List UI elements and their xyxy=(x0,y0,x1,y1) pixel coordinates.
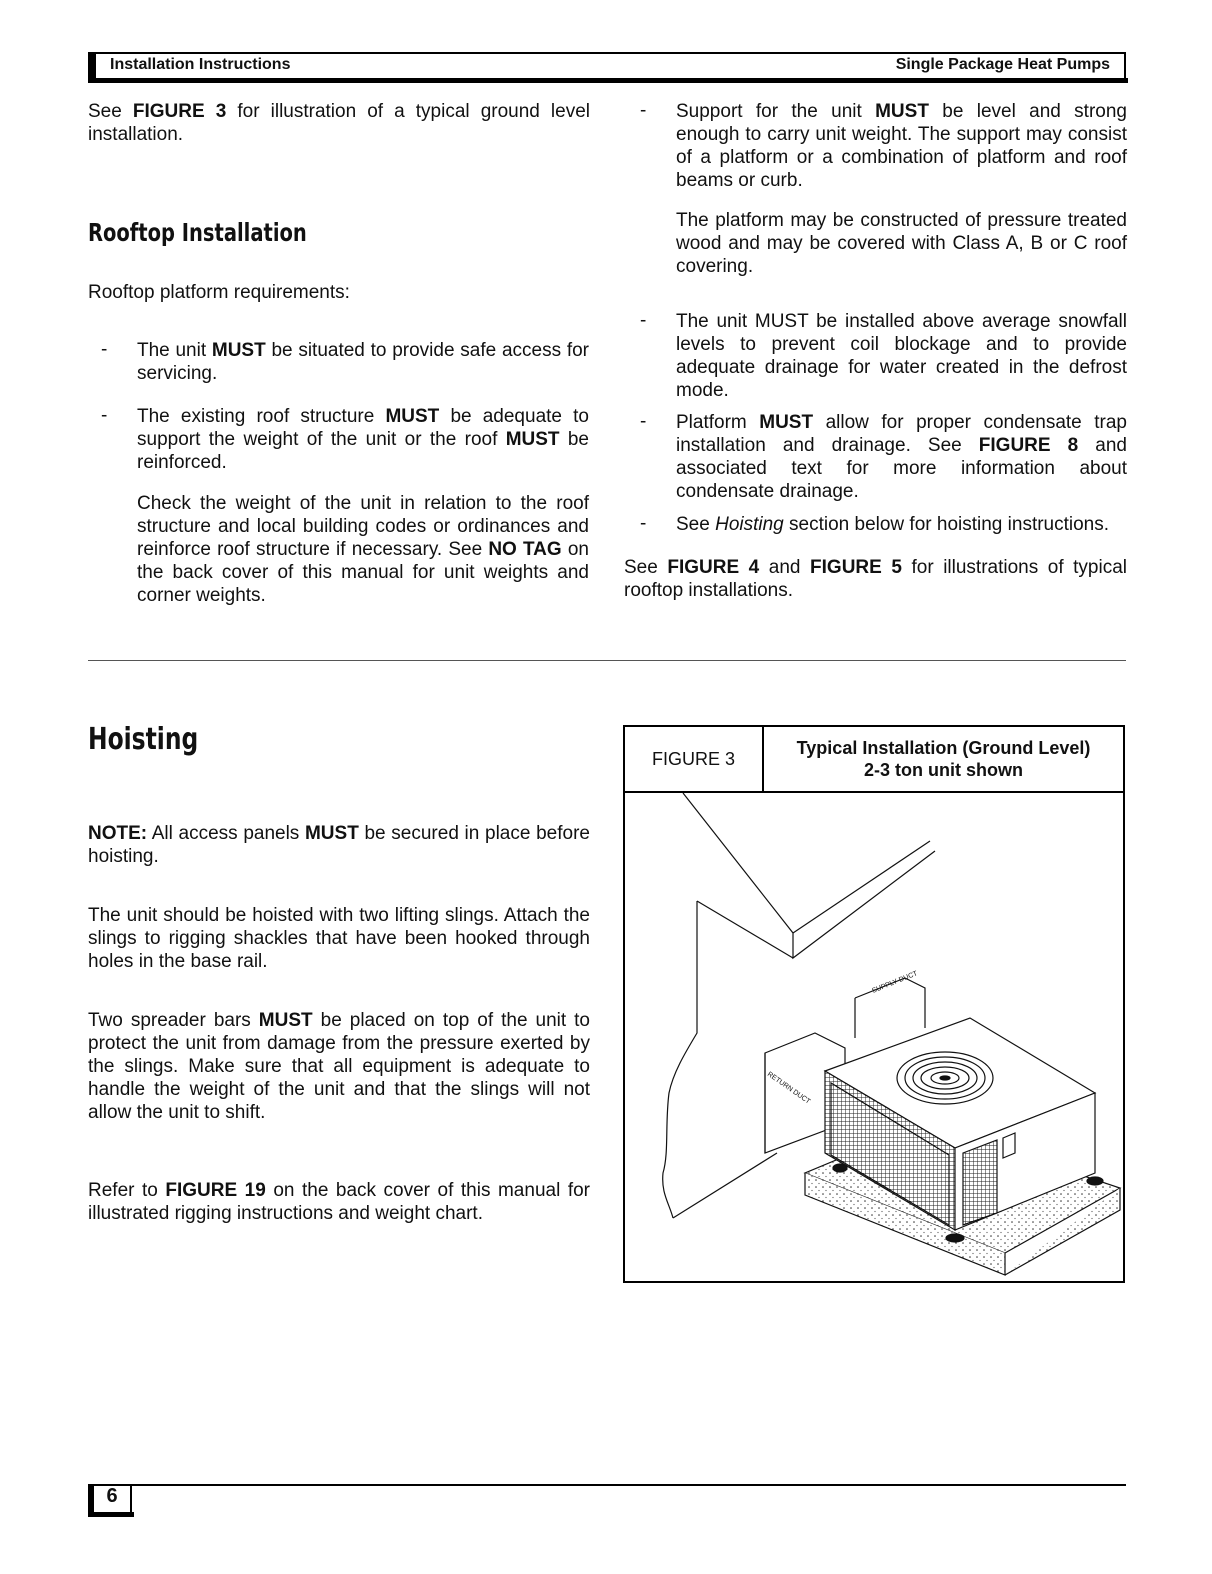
rooftop-heading: Rooftop Installation xyxy=(88,218,307,247)
figure-4-5-paragraph: See FIGURE 4 and FIGURE 5 for illustrations of typical rooftop installations. xyxy=(624,557,1128,601)
bullet-dash: - xyxy=(640,411,647,432)
figure-title xyxy=(764,727,1123,791)
spreader-paragraph: Two spreader bars MUST be placed on top of the unit to protect the unit from damage from the pressure exerted by the slings. Make sure that all equipment is adequate to handle the weight of the unit and that the slings will not allow the unit to shift. xyxy=(88,1010,591,1123)
bullet-dash: - xyxy=(101,405,108,426)
rooftop-intro: Rooftop platform requirements: xyxy=(88,282,350,303)
supply-duct-label: SUPPLY DUCT xyxy=(871,970,919,995)
figure-3-box xyxy=(623,725,1125,1283)
refer-paragraph: Refer to FIGURE 19 on the back cover of this manual for illustrated rigging instructions and weight chart. xyxy=(88,1180,590,1224)
figure-caption-header xyxy=(625,727,1123,793)
bullet-support: Support for the unit MUST be level and strong enough to carry unit weight. The support may consist of a platform or a combination of platform and roof beams or curb. xyxy=(676,101,1127,191)
page-number: 6 xyxy=(106,1485,118,1507)
section-divider xyxy=(88,660,1126,661)
figure-title-line1: Typical Installation (Ground Level) xyxy=(796,738,1091,758)
bullet-roof-structure: The existing roof structure MUST be adequate to support the weight of the unit or the roof MUST be reinforced. xyxy=(137,406,590,473)
header-left-title: Installation Instructions xyxy=(110,56,291,73)
figure-title-line2: 2-3 ton unit shown xyxy=(864,760,1023,780)
platform-construction-paragraph: The platform may be constructed of pressure treated wood and may be covered with Class A, B or C roof covering. xyxy=(676,210,1127,277)
bullet-hoisting-ref: See Hoisting section below for hoisting instructions. xyxy=(676,514,1110,535)
return-duct-label: RETURN DUCT xyxy=(765,1070,812,1106)
intro-paragraph: See FIGURE 3 for illustration of a typical ground level installation. xyxy=(88,101,591,145)
figure-number: FIGURE 3 xyxy=(625,727,764,791)
bullet-dash: - xyxy=(640,513,647,534)
page-number-box xyxy=(88,1484,132,1514)
slings-paragraph: The unit should be hoisted with two lifting slings. Attach the slings to rigging shackles that have been hooked through holes in the base rail. xyxy=(88,905,590,972)
bullet-condensate: Platform MUST allow for proper condensate trap installation and drainage. See FIGURE 8 and associated text for more information about condensate drainage. xyxy=(676,412,1127,502)
header-underline xyxy=(88,78,1128,83)
bullet-dash: - xyxy=(640,310,647,331)
bullet-dash: - xyxy=(640,100,647,121)
footer-rule xyxy=(88,1484,1126,1486)
page-header xyxy=(88,52,1126,80)
bullet-dash: - xyxy=(101,339,108,360)
bullet-snowfall: The unit MUST be installed above average snowfall levels to prevent coil blockage and to provide adequate drainage for water created in the defrost mode. xyxy=(676,311,1127,401)
header-right-title: Single Package Heat Pumps xyxy=(895,56,1110,73)
hoisting-heading: Hoisting xyxy=(88,722,199,757)
check-weight-paragraph: Check the weight of the unit in relation to the roof structure and local building codes or ordinances and reinforce roof structure if necessary. See NO TAG on the back cover of this manual for unit weights and corner weights. xyxy=(137,493,589,606)
ground-level-installation-illustration xyxy=(625,793,1123,1281)
page-number-shadow xyxy=(88,1512,134,1517)
note-paragraph: NOTE: All access panels MUST be secured in place before hoisting. xyxy=(88,823,590,867)
bullet-safe-access: The unit MUST be situated to provide safe access for servicing. xyxy=(137,340,589,384)
